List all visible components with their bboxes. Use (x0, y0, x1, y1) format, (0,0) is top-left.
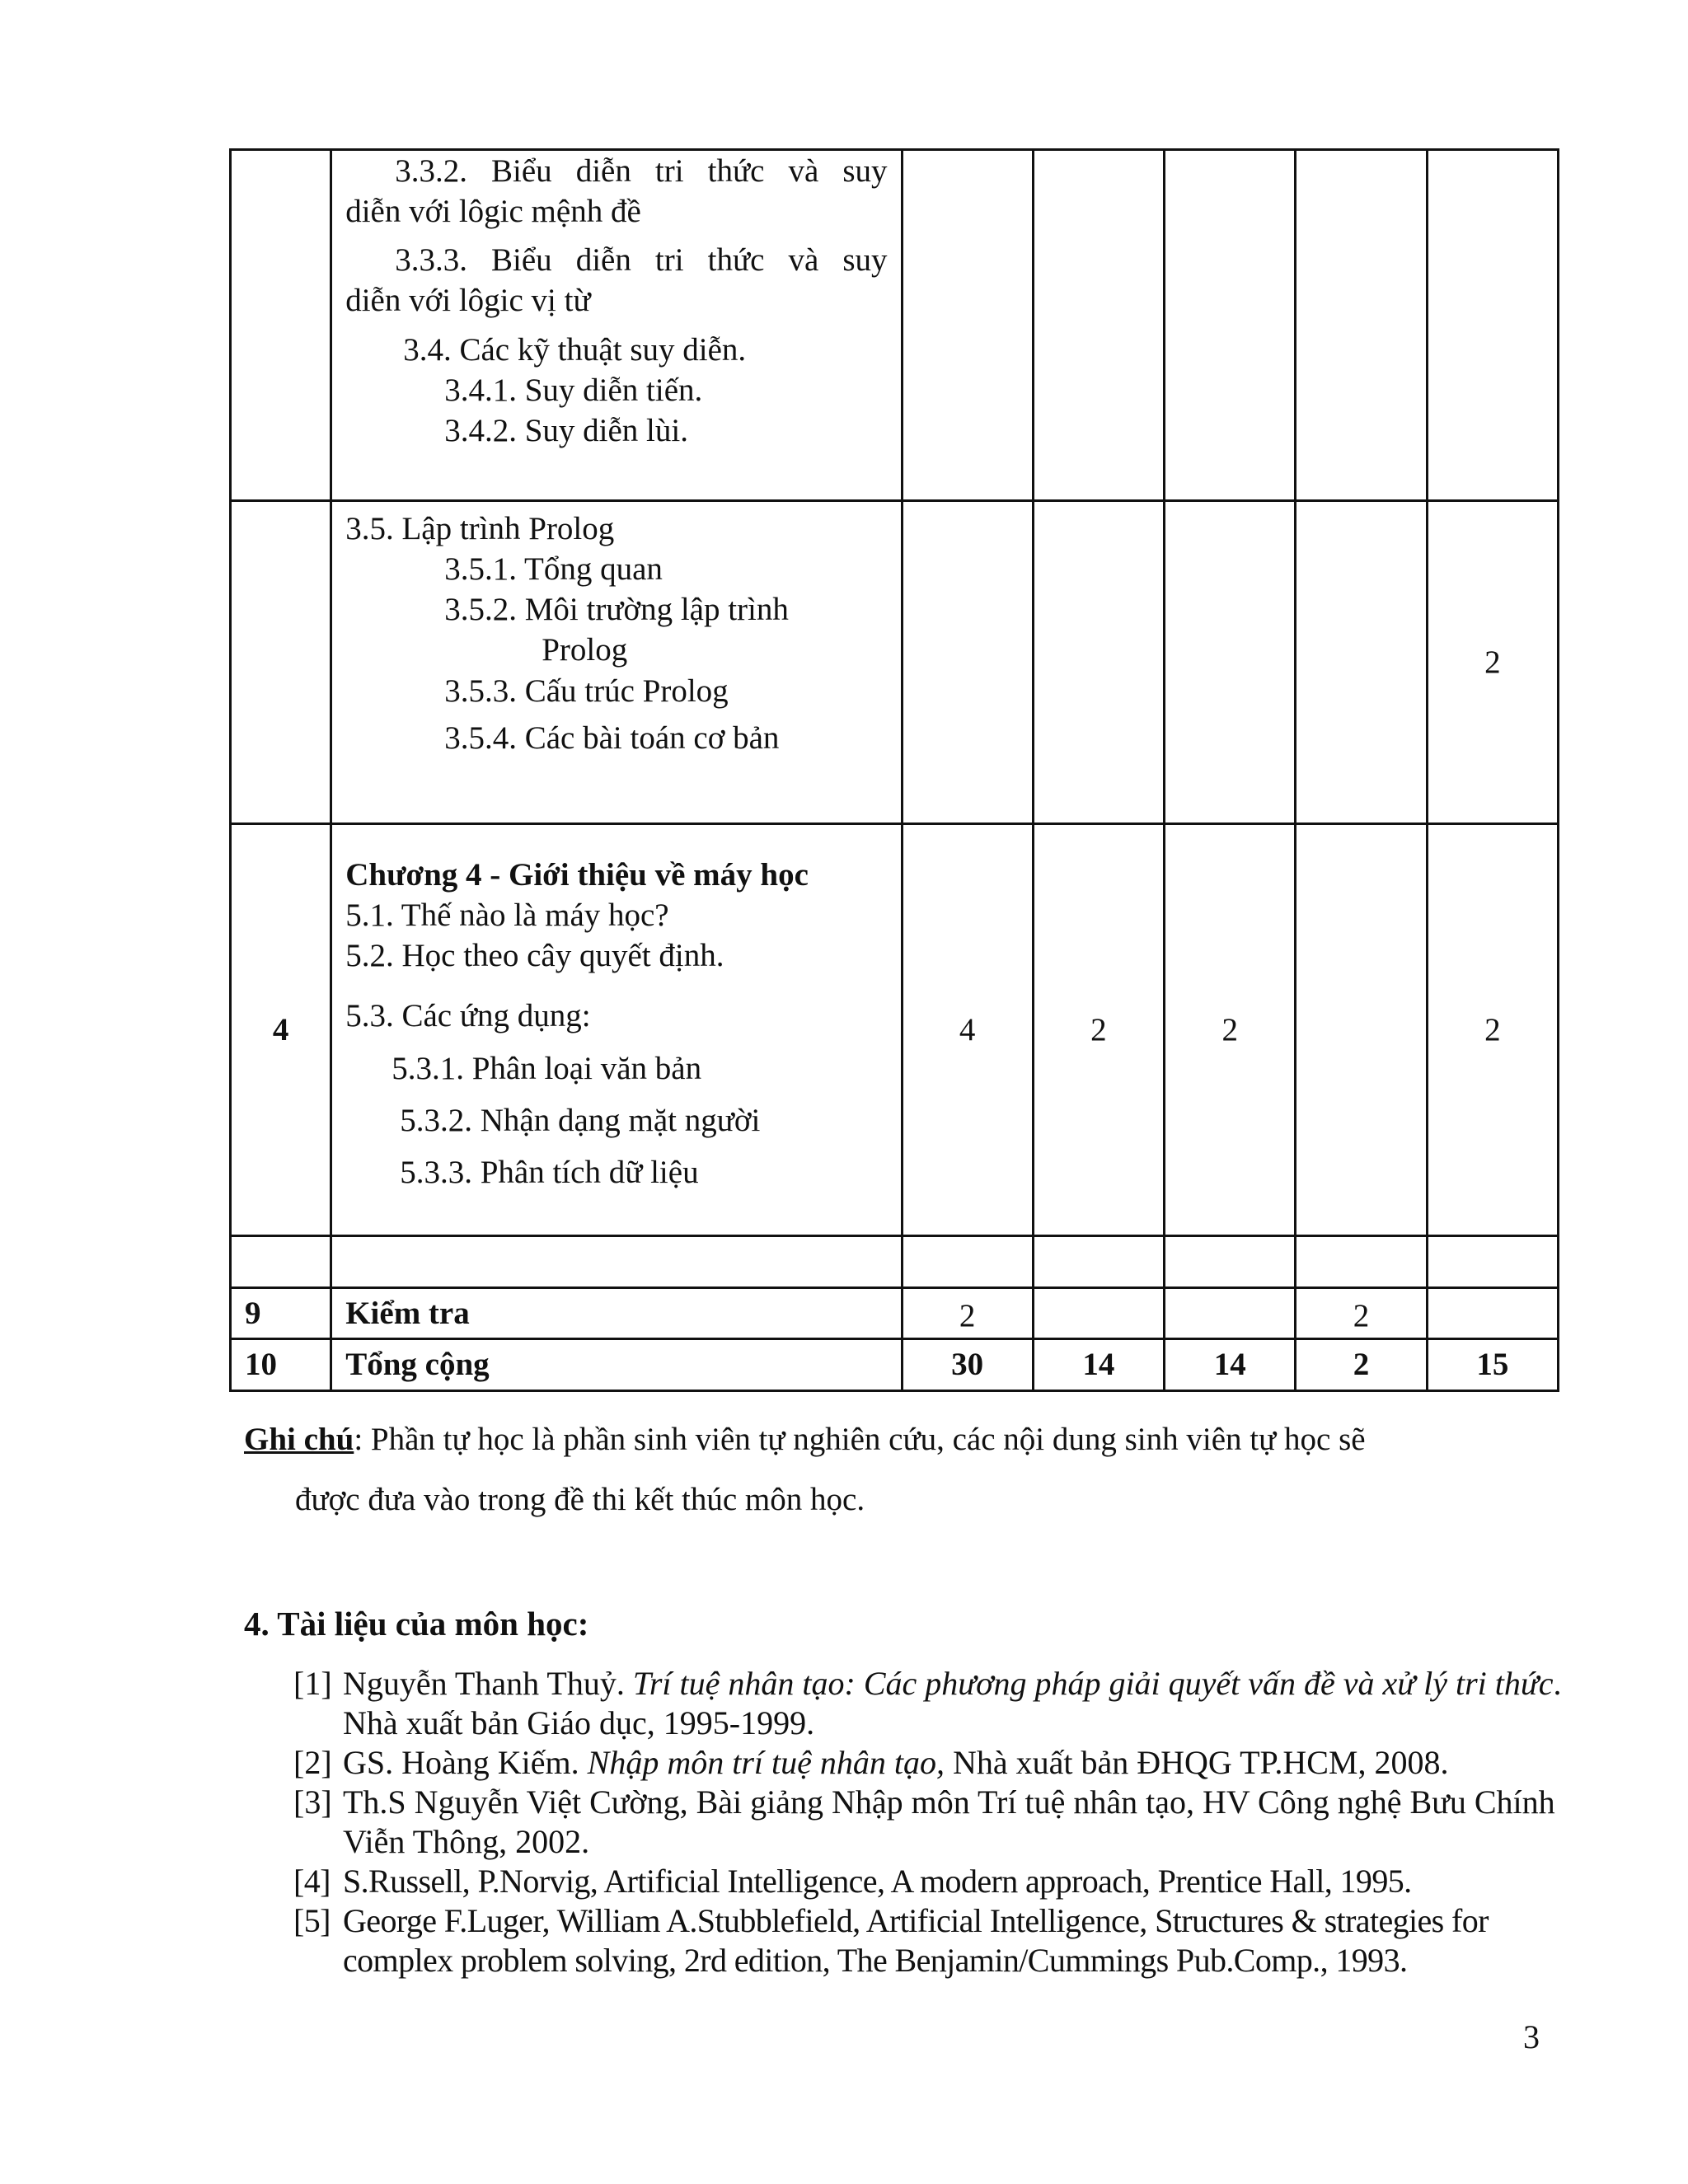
content-cell (331, 824, 902, 1236)
syllabus-table (229, 148, 1559, 1392)
table-row (231, 1288, 1559, 1339)
value-cell: 4 (902, 824, 1033, 1236)
value-cell: 2 (1165, 824, 1296, 1236)
reference-number: [4] (293, 1863, 331, 1900)
content-line: 5.3.1. Phân loại văn bản (392, 1050, 702, 1086)
content-line: diễn với lôgic vị từ (345, 283, 591, 319)
note-paragraph (244, 1419, 1563, 1521)
table-row (231, 1339, 1559, 1391)
table-row (231, 501, 1559, 824)
row-number-cell (231, 1236, 331, 1288)
page-number: 3 (1523, 2018, 1540, 2055)
content-line: 3.5.4. Các bài toán cơ bản (444, 719, 780, 756)
content-line: 5.3. Các ứng dụng: (345, 998, 591, 1034)
content-line: 5.1. Thế nào là máy học? (345, 898, 669, 934)
value-cell (1427, 150, 1558, 501)
reference-number: [1] (293, 1665, 332, 1702)
content-cell: Kiểm tra (331, 1288, 902, 1339)
value-cell (1165, 501, 1296, 824)
content-line: 3.4.1. Suy diễn tiến. (444, 372, 703, 408)
reference-number: [3] (293, 1783, 332, 1821)
value-cell (1296, 150, 1427, 501)
row-number-cell (231, 501, 331, 824)
reference-author: GS. Hoàng Kiếm. (343, 1744, 588, 1781)
row-number-cell: 4 (231, 824, 331, 1236)
value-cell: 2 (1427, 501, 1558, 824)
value-cell (1427, 1288, 1558, 1339)
content-line: 3.4. Các kỹ thuật suy diễn. (403, 331, 747, 368)
value-cell (1033, 1236, 1164, 1288)
value-cell (902, 150, 1033, 501)
references-list (293, 1664, 1563, 1980)
reference-title: Trí tuệ nhân tạo: Các phương pháp giải quyết vấn đề và xử lý tri thức (632, 1665, 1554, 1702)
content-cell (331, 1236, 902, 1288)
reference-number: [5] (293, 1902, 331, 1939)
content-cell (331, 501, 902, 824)
value-cell (1033, 501, 1164, 824)
row-number-cell (231, 150, 331, 501)
note-label: Ghi chú (244, 1422, 354, 1457)
content-line: 3.5.3. Cấu trúc Prolog (444, 673, 729, 709)
value-cell (1296, 1236, 1427, 1288)
value-cell (1033, 150, 1164, 501)
content-line: 3.3.2. Biểu diễn tri thức và suy (395, 153, 888, 189)
value-cell (1165, 1236, 1296, 1288)
content-line: 5.3.2. Nhận dạng mặt người (400, 1102, 761, 1138)
table-row (231, 824, 1559, 1236)
content-line: diễn với lôgic mệnh đề (345, 194, 641, 230)
value-cell: 15 (1427, 1339, 1558, 1391)
table-row (231, 1236, 1559, 1288)
value-cell (1165, 150, 1296, 501)
value-cell (902, 1236, 1033, 1288)
reference-item (293, 1901, 1563, 1980)
content-line: 3.5. Lập trình Prolog (345, 511, 615, 546)
value-cell: 2 (1296, 1339, 1427, 1391)
reference-text: S.Russell, P.Norvig, Artificial Intelligence, A modern approach, Prentice Hall, 1995. (343, 1863, 1412, 1900)
value-cell: 14 (1165, 1339, 1296, 1391)
content-line: 3.4.2. Suy diễn lùi. (444, 412, 688, 448)
references-heading: 4. Tài liệu của môn học: (244, 1605, 589, 1643)
value-cell (1296, 824, 1427, 1236)
content-cell (331, 150, 902, 501)
row-number-cell: 10 (231, 1339, 331, 1391)
value-cell: 2 (1427, 824, 1558, 1236)
reference-item (293, 1783, 1563, 1862)
content-line: Prolog (542, 632, 628, 668)
reference-number: [2] (293, 1744, 332, 1781)
reference-publisher: . Nhà xuất bản Giáo dục, 1995-1999. (343, 1665, 1562, 1741)
note-text: : Phần tự học là phần sinh viên tự nghiên cứu, các nội dung sinh viên tự học sẽ (354, 1422, 1366, 1457)
row-number-cell: 9 (231, 1288, 331, 1339)
reference-item (293, 1664, 1563, 1743)
reference-publisher: Nhà xuất bản ĐHQG TP.HCM, 2008. (944, 1744, 1449, 1781)
reference-text: Th.S Nguyễn Việt Cường, Bài giảng Nhập môn Trí tuệ nhân tạo, HV Công nghệ Bưu Chính Viễn Thông, 2002. (343, 1783, 1555, 1860)
value-cell: 2 (1033, 824, 1164, 1236)
content-line: 5.2. Học theo cây quyết định. (345, 938, 724, 974)
note-text: được đưa vào trong đề thi kết thúc môn học. (295, 1481, 865, 1517)
value-cell: 2 (1296, 1288, 1427, 1339)
table-row (231, 150, 1559, 501)
value-cell (1165, 1288, 1296, 1339)
chapter-heading: Chương 4 - Giới thiệu về máy học (345, 857, 809, 893)
content-line: 5.3.3. Phân tích dữ liệu (400, 1154, 699, 1190)
value-cell: 14 (1033, 1339, 1164, 1391)
reference-author: Nguyễn Thanh Thuỷ. (343, 1665, 633, 1702)
reference-item (293, 1862, 1563, 1901)
content-cell: Tổng cộng (331, 1339, 902, 1391)
value-cell: 2 (902, 1288, 1033, 1339)
content-line: 3.5.2. Môi trường lập trình (444, 592, 789, 628)
reference-text: George F.Luger, William A.Stubblefield, Artificial Intelligence, Structures & strategies for complex problem solving, 2rd edition, The Benjamin/Cummings Pub.Comp., 1993. (343, 1902, 1489, 1979)
value-cell: 30 (902, 1339, 1033, 1391)
value-cell (902, 501, 1033, 824)
reference-item (293, 1743, 1563, 1783)
content-line: 3.5.1. Tổng quan (444, 551, 663, 588)
content-line: 3.3.3. Biểu diễn tri thức và suy (395, 242, 888, 279)
value-cell (1427, 1236, 1558, 1288)
value-cell (1033, 1288, 1164, 1339)
reference-title: Nhập môn trí tuệ nhân tạo, (587, 1744, 945, 1781)
value-cell (1296, 501, 1427, 824)
